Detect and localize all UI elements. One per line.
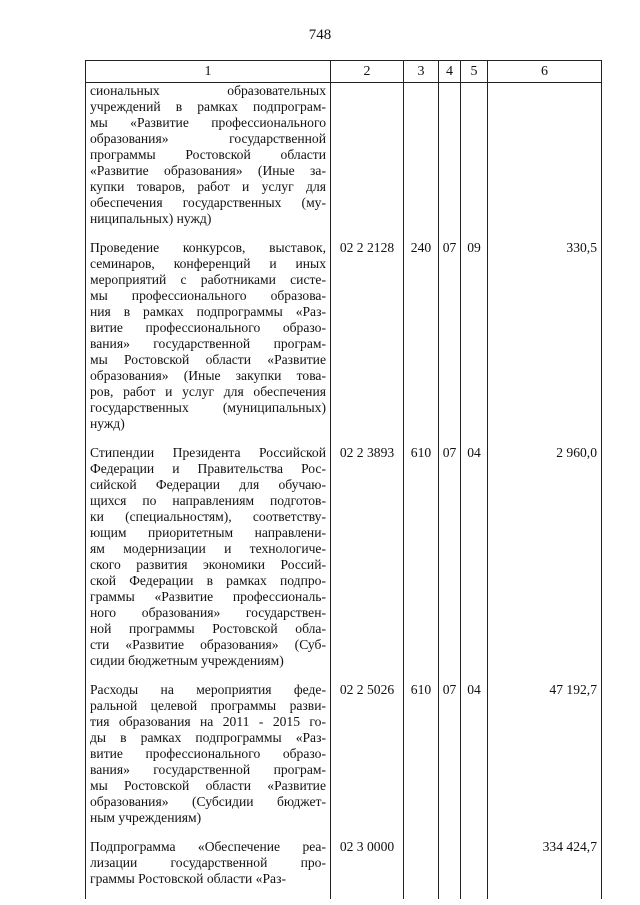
description-line: ской Федерации в рамках подпро- — [90, 573, 326, 588]
row-description — [86, 432, 331, 669]
description-line: мы Ростовской области «Развитие — [90, 352, 326, 367]
description-line: ральной целевой программы разви- — [90, 698, 326, 713]
row-description — [86, 83, 331, 228]
row-target-code: 02 2 5026 — [331, 669, 404, 826]
row-amount: 330,5 — [488, 227, 602, 432]
row-subsection: 04 — [461, 669, 488, 826]
description-line: граммы Ростовской области «Раз- — [90, 871, 286, 886]
table-row — [86, 826, 602, 899]
row-target-code: 02 3 0000 — [331, 826, 404, 899]
description-line: ным учреждениям) — [90, 810, 202, 825]
row-description — [86, 826, 331, 899]
header-col-1: 1 — [86, 61, 331, 83]
row-target-code — [331, 83, 404, 228]
description-line: ки (специальностям), соответству- — [90, 509, 326, 524]
table-row — [86, 227, 602, 432]
description-line: щихся по направлениям подготов- — [90, 493, 326, 508]
row-subsection: 04 — [461, 432, 488, 669]
page-number: 748 — [308, 27, 332, 43]
description-line: ям модернизации и технологиче- — [90, 541, 326, 556]
row-amount: 2 960,0 — [488, 432, 602, 669]
description-line: ния в рамках подпрограммы «Раз- — [90, 304, 326, 319]
row-section: 07 — [439, 669, 461, 826]
row-expense-type — [404, 826, 439, 899]
description-line: купки товаров, работ и услуг для — [90, 179, 326, 194]
description-line: сти «Развитие образования» (Суб- — [90, 637, 326, 652]
description-line: Проведение конкурсов, выставок, — [90, 240, 326, 255]
description-line: Стипендии Президента Российской — [90, 445, 326, 460]
row-description — [86, 227, 331, 432]
row-section: 07 — [439, 432, 461, 669]
description-line: витие профессионального образо- — [90, 746, 326, 761]
description-line: мероприятий с работниками систе- — [90, 272, 326, 287]
description-line: образования» государственной — [90, 131, 326, 146]
description-line: тия образования на 2011 - 2015 го- — [90, 714, 326, 729]
description-line: вания» государственной програм- — [90, 762, 326, 777]
description-line: граммы «Развитие профессиональ- — [90, 589, 326, 604]
row-expense-type: 240 — [404, 227, 439, 432]
header-col-6: 6 — [488, 61, 602, 83]
description-line: образования» (Субсидии бюджет- — [90, 794, 326, 809]
description-line: ной программы Ростовской обла- — [90, 621, 326, 636]
row-amount — [488, 83, 602, 228]
row-expense-type: 610 — [404, 432, 439, 669]
description-line: ного образования» государствен- — [90, 605, 326, 620]
description-line: ниципальных) нужд) — [90, 211, 212, 226]
description-line: обеспечения государственных (му- — [90, 195, 326, 210]
description-line: лизации государственной про- — [90, 855, 326, 870]
row-subsection: 09 — [461, 227, 488, 432]
row-section — [439, 826, 461, 899]
header-col-2: 2 — [331, 61, 404, 83]
description-line: ды в рамках подпрограммы «Раз- — [90, 730, 326, 745]
description-line: образования» (Иные закупки това- — [90, 368, 326, 383]
description-line: Расходы на мероприятия феде- — [90, 682, 326, 697]
table-header-row — [86, 61, 602, 83]
description-line: «Развитие образования» (Иные за- — [90, 163, 326, 178]
row-amount: 47 192,7 — [488, 669, 602, 826]
row-expense-type: 610 — [404, 669, 439, 826]
table-row — [86, 432, 602, 669]
description-line: ющим приоритетным направлени- — [90, 525, 326, 540]
description-line: Подпрограмма «Обеспечение реа- — [90, 839, 326, 854]
description-line: мы «Развитие профессионального — [90, 115, 326, 130]
row-amount: 334 424,7 — [488, 826, 602, 899]
row-target-code: 02 2 3893 — [331, 432, 404, 669]
row-section — [439, 83, 461, 228]
table-row — [86, 669, 602, 826]
row-section: 07 — [439, 227, 461, 432]
description-line: нужд) — [90, 416, 125, 431]
row-expense-type — [404, 83, 439, 228]
description-line: сиональных образовательных — [90, 83, 326, 98]
row-subsection — [461, 826, 488, 899]
row-target-code: 02 2 2128 — [331, 227, 404, 432]
description-line: семинаров, конференций и иных — [90, 256, 326, 271]
header-col-4: 4 — [439, 61, 461, 83]
description-line: вания» государственной програм- — [90, 336, 326, 351]
description-line: Федерации и Правительства Рос- — [90, 461, 326, 476]
description-line: программы Ростовской области — [90, 147, 326, 162]
description-line: витие профессионального образо- — [90, 320, 326, 335]
budget-table — [85, 60, 602, 899]
row-description — [86, 669, 331, 826]
description-line: учреждений в рамках подпрограм- — [90, 99, 326, 114]
description-line: мы профессионального образова- — [90, 288, 326, 303]
header-col-3: 3 — [404, 61, 439, 83]
description-line: государственных (муниципальных) — [90, 400, 326, 415]
description-line: ров, работ и услуг для обеспечения — [90, 384, 326, 399]
description-line: ского развития экономики Россий- — [90, 557, 326, 572]
header-col-5: 5 — [461, 61, 488, 83]
description-line: сийской Федерации для обучаю- — [90, 477, 326, 492]
description-line: сидии бюджетным учреждениям) — [90, 653, 284, 668]
table-row — [86, 83, 602, 228]
row-subsection — [461, 83, 488, 228]
description-line: мы Ростовской области «Развитие — [90, 778, 326, 793]
